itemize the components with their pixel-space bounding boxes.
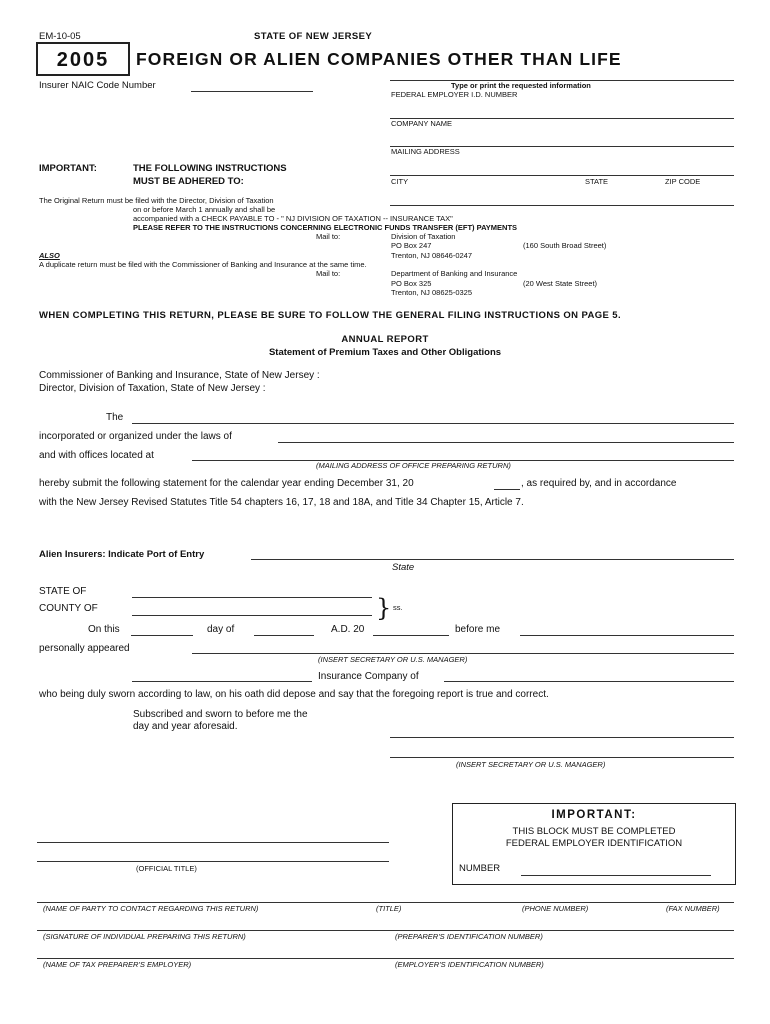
sworn-statement: who being duly sworn according to law, on his oath did depose and say that the foregoing report is true and correct. (39, 689, 549, 700)
fein-number-label: NUMBER (459, 863, 501, 874)
important-label: IMPORTANT: (39, 163, 97, 174)
address-2-line-2: PO Box 325 (391, 279, 432, 288)
state-heading: STATE OF NEW JERSEY (254, 31, 373, 42)
general-filing-note: WHEN COMPLETING THIS RETURN, PLEASE BE SURE TO FOLLOW THE GENERAL FILING INSTRUCTIONS ON PAGE 5. (39, 310, 622, 321)
hereby-submit-text-2: , as required by, and in accordance (521, 478, 677, 489)
the-label: The (106, 412, 124, 423)
alien-insurers-label: Alien Insurers: Indicate Port of Entry (39, 549, 205, 560)
important-block-line-2: FEDERAL EMPLOYER IDENTIFICATION (505, 838, 683, 849)
commissioner-line: Commissioner of Banking and Insurance, State of New Jersey : (39, 370, 320, 381)
form-year: 2005 (56, 49, 110, 71)
day-input-line[interactable] (131, 635, 193, 636)
instruction-duplicate: A duplicate return must be filed with the Commissioner of Banking and Insurance at the same time. (39, 260, 367, 269)
mailing-address-label: MAILING ADDRESS (391, 147, 460, 156)
ss-label: ss. (393, 603, 403, 612)
fein-label: FEDERAL EMPLOYER I.D. NUMBER (391, 90, 518, 99)
contact-input-line[interactable] (37, 902, 734, 903)
preparer-signature-caption: (SIGNATURE OF INDIVIDUAL PREPARING THIS RETURN) (43, 932, 246, 941)
hereby-submit-text: hereby submit the following statement for the calendar year ending December 31, 20 (39, 478, 414, 489)
ad-year-input-line[interactable] (373, 635, 449, 636)
before-me-input-line[interactable] (520, 635, 734, 636)
personally-appeared-input-line[interactable] (192, 653, 734, 654)
important-line-2: MUST BE ADHERED TO: (133, 176, 244, 187)
mail-to-label-1: Mail to: (316, 232, 341, 241)
day-of-label: day of (207, 624, 235, 635)
naic-label: Insurer NAIC Code Number (39, 80, 156, 91)
offices-label: and with offices located at (39, 450, 154, 461)
city-label: CITY (391, 177, 409, 186)
address-1-line-2: PO Box 247 (391, 241, 432, 250)
before-me-label: before me (455, 624, 501, 635)
brace-glyph: } (376, 594, 392, 622)
report-title: ANNUAL REPORT (341, 334, 429, 345)
county-of-label: COUNTY OF (39, 603, 98, 614)
id-block-instruction: Type or print the requested information (451, 81, 591, 90)
statutes-text: with the New Jersey Revised Statutes Title 54 chapters 16, 17, 18 and 18A, and Title 34 Chapter 15, Article 7. (39, 497, 524, 508)
preparer-id-caption: (PREPARER'S IDENTIFICATION NUMBER) (395, 932, 543, 941)
fein-number-input-line[interactable] (521, 875, 711, 876)
phone-caption: (PHONE NUMBER) (522, 904, 589, 913)
official-title-caption: (OFFICIAL TITLE) (136, 864, 197, 873)
director-line: Director, Division of Taxation, State of New Jersey : (39, 383, 266, 394)
page-title: FOREIGN OR ALIEN COMPANIES OTHER THAN LIFE (136, 49, 622, 69)
address-2-street: (20 West State Street) (523, 279, 598, 288)
subscribed-line-2: day and year aforesaid. (133, 721, 238, 732)
official-name-input-line[interactable] (37, 842, 389, 843)
also-label: ALSO (39, 251, 60, 260)
signature-input-line-1[interactable] (390, 737, 734, 738)
state-label: STATE (585, 177, 609, 186)
signature-preparer-input-line[interactable] (37, 930, 734, 931)
instruction-eft: PLEASE REFER TO THE INSTRUCTIONS CONCERNING ELECTRONIC FUNDS TRANSFER (EFT) PAYMENTS (133, 223, 518, 232)
report-subtitle: Statement of Premium Taxes and Other Obligations (268, 347, 502, 358)
address-1-line-1: Division of Taxation (391, 232, 456, 241)
contact-title-caption: (TITLE) (376, 904, 402, 913)
important-block-title: IMPORTANT: (551, 809, 637, 821)
address-1-street: (160 South Broad Street) (523, 241, 607, 250)
signature-input-line-2[interactable] (390, 757, 734, 758)
form-code: EM-10-05 (39, 31, 81, 42)
secretary-caption: (INSERT SECRETARY OR U.S. MANAGER) (318, 655, 468, 664)
mail-to-label-2: Mail to: (316, 269, 341, 278)
instruction-line-3: accompanied with a CHECK PAYABLE TO - " NJ DIVISION OF TAXATION -- INSURANCE TAX" (133, 214, 453, 223)
company-name-label: COMPANY NAME (391, 119, 452, 128)
important-line-1: THE FOLLOWING INSTRUCTIONS (133, 163, 287, 174)
port-of-entry-input-line[interactable] (251, 559, 734, 560)
zip-label: ZIP CODE (665, 177, 701, 186)
naic-input-line[interactable] (191, 91, 313, 92)
address-1-line-3: Trenton, NJ 08646-0247 (391, 251, 473, 260)
incorporated-label: incorporated or organized under the laws of (39, 431, 232, 442)
year-box (36, 42, 130, 76)
contact-name-caption: (NAME OF PARTY TO CONTACT REGARDING THIS RETURN) (43, 904, 259, 913)
address-2-line-1: Department of Banking and Insurance (391, 269, 518, 278)
secretary-caption-2: (INSERT SECRETARY OR U.S. MANAGER) (456, 760, 606, 769)
state-caption: State (392, 562, 415, 573)
state-of-input-line[interactable] (132, 597, 372, 598)
state-of-label: STATE OF (39, 586, 87, 597)
incorporated-input-line[interactable] (278, 442, 734, 443)
important-block-line-1: THIS BLOCK MUST BE COMPLETED (512, 826, 676, 837)
ad-20-label: A.D. 20 (331, 624, 365, 635)
pre-insurance-input-line[interactable] (132, 681, 312, 682)
instruction-line-2: on or before March 1 annually and shall be (133, 205, 276, 214)
address-2-line-3: Trenton, NJ 08625-0325 (391, 288, 473, 297)
employer-input-line[interactable] (37, 958, 734, 959)
mailing-address-caption: (MAILING ADDRESS OF OFFICE PREPARING RETURN) (316, 461, 511, 470)
employer-name-caption: (NAME OF TAX PREPARER'S EMPLOYER) (43, 960, 192, 969)
month-input-line[interactable] (254, 635, 314, 636)
mailing-address-input-line[interactable] (390, 175, 734, 176)
insurance-company-input-line[interactable] (444, 681, 734, 682)
personally-appeared-label: personally appeared (39, 643, 130, 654)
employer-id-caption: (EMPLOYER'S IDENTIFICATION NUMBER) (395, 960, 544, 969)
year-input-line[interactable] (494, 489, 520, 490)
official-title-input-line[interactable] (37, 861, 389, 862)
city-state-zip-input-line[interactable] (390, 205, 734, 206)
on-this-label: On this (88, 624, 120, 635)
fax-caption: (FAX NUMBER) (666, 904, 720, 913)
fein-important-block (452, 803, 736, 885)
company-input-line[interactable] (132, 423, 734, 424)
insurance-company-label: Insurance Company of (318, 671, 419, 682)
instruction-line-1: The Original Return must be filed with the Director, Division of Taxation (39, 196, 274, 205)
subscribed-line-1: Subscribed and sworn to before me the (133, 709, 308, 720)
county-of-input-line[interactable] (132, 615, 372, 616)
